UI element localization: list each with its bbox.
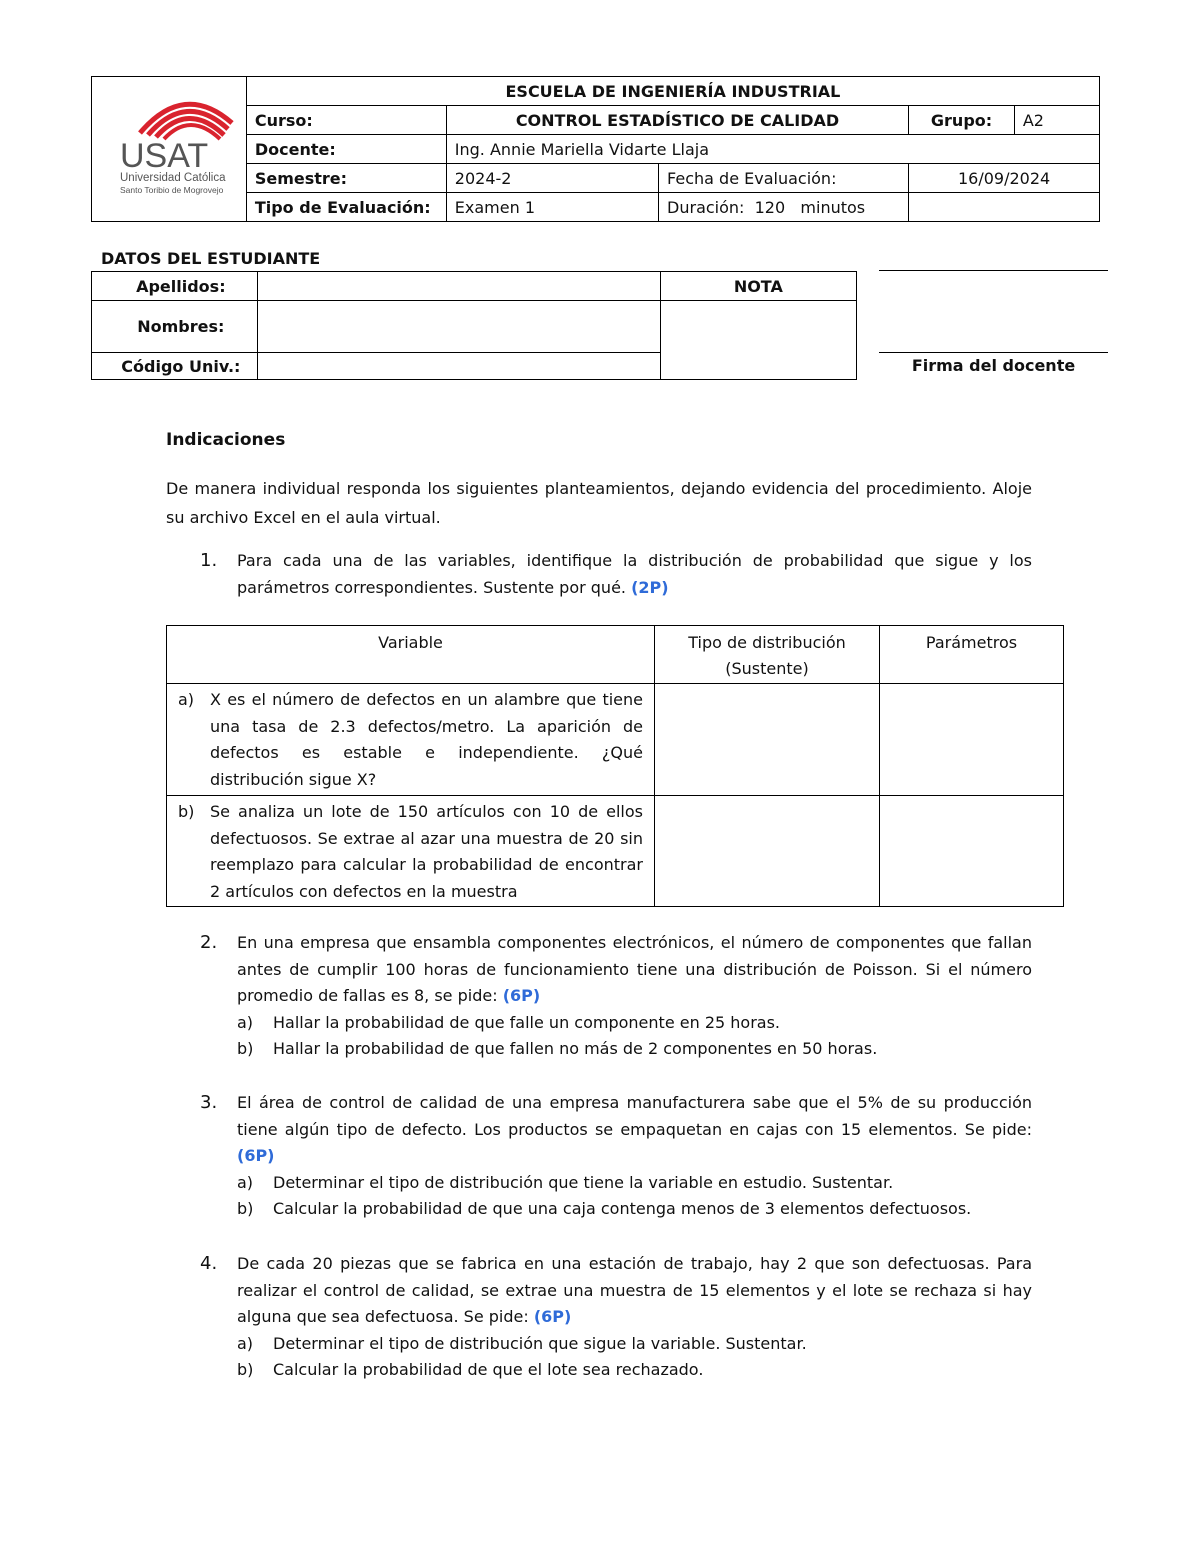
school-title: ESCUELA DE INGENIERÍA INDUSTRIAL <box>246 77 1099 106</box>
question-2-points: (6P) <box>502 986 541 1005</box>
sub-letter: a) <box>237 1172 254 1192</box>
row-text: Se analiza un lote de 150 artículos con 10 de ellos defectuosos. Se extrae al azar una muestra de 20 sin reemplazo para calcular la probabilidad de encontrar 2 artículos con defectos en la muestra <box>210 802 643 901</box>
sub-item <box>237 1196 1032 1223</box>
semestre-label: Semestre: <box>246 164 446 193</box>
nombres-label: Nombres: <box>92 301 258 353</box>
sub-letter: b) <box>237 1199 254 1218</box>
col-parametros: Parámetros <box>880 626 1064 684</box>
docente-value: Ing. Annie Mariella Vidarte Llaja <box>446 135 1099 164</box>
sub-text: Hallar la probabilidad de que falle un componente en 25 horas. <box>273 1012 780 1032</box>
question-1-points: (2P) <box>631 577 669 597</box>
sub-item <box>237 1170 1032 1197</box>
question-3-text: El área de control de calidad de una empresa manufacturera sabe que el 5% de su producción tiene algún tipo de defecto. Los productos se empaquetan en cajas con 15 elementos. Se pide: <box>237 1093 1032 1139</box>
sub-letter: b) <box>237 1039 254 1058</box>
question-2-body <box>237 930 1032 1010</box>
duracion-value: 120 <box>754 197 786 217</box>
sub-letter: a) <box>237 1012 254 1032</box>
row-letter: b) <box>178 802 195 821</box>
docente-label: Docente: <box>246 135 446 164</box>
nombres-field[interactable] <box>257 301 660 353</box>
usat-logo <box>92 77 242 217</box>
apellidos-field[interactable] <box>257 272 660 301</box>
indicaciones-title: Indicaciones <box>166 430 286 450</box>
duracion-cell <box>659 193 909 222</box>
signature-label: Firma del docente <box>911 356 1076 375</box>
empty-cell <box>909 193 1100 222</box>
question-3-number: 3. <box>200 1092 218 1113</box>
sub-text: Determinar el tipo de distribución que sigue la variable. Sustentar. <box>273 1333 807 1353</box>
sub-item <box>237 1010 1032 1037</box>
question-1 <box>166 548 1032 601</box>
logo-line1: Universidad Católica <box>120 172 226 184</box>
apellidos-label: Apellidos: <box>92 272 258 301</box>
indicaciones-text: De manera individual responda los siguientes planteamientos, dejando evidencia del procedimiento. Aloje su archivo Excel en el aula virtual. <box>166 479 1032 527</box>
parametros-answer-cell[interactable] <box>880 684 1064 796</box>
duracion-unit: minutos <box>800 197 866 217</box>
question-4 <box>166 1251 1032 1384</box>
sub-letter: b) <box>237 1360 254 1379</box>
nota-field[interactable] <box>660 301 856 380</box>
row-text: X es el número de defectos en un alambre que tiene una tasa de 2.3 defectos/metro. La aparición de defectos es estable e independiente. ¿Qué distribución sigue X? <box>210 690 643 789</box>
col-tipo: Tipo de distribución (Sustente) <box>655 626 880 684</box>
question-3 <box>166 1090 1032 1223</box>
codigo-field[interactable] <box>257 353 660 380</box>
sub-text: Determinar el tipo de distribución que tiene la variable en estudio. Sustentar. <box>273 1172 894 1192</box>
signature-box-top <box>879 270 1108 271</box>
tipo-label: Tipo de Evaluación: <box>246 193 446 222</box>
sub-text: Hallar la probabilidad de que fallen no más de 2 componentes en 50 horas. <box>273 1039 878 1058</box>
variables-table <box>166 625 1064 907</box>
sub-item <box>237 1036 1032 1063</box>
grupo-value: A2 <box>1014 106 1099 135</box>
col-variable: Variable <box>167 626 655 684</box>
row-letter: a) <box>178 690 195 709</box>
sub-text: Calcular la probabilidad de que el lote sea rechazado. <box>273 1360 704 1379</box>
question-1-number: 1. <box>200 550 218 571</box>
semestre-value: 2024-2 <box>446 164 658 193</box>
duracion-label: Duración: <box>667 197 745 217</box>
student-table <box>91 271 857 380</box>
curso-label: Curso: <box>246 106 446 135</box>
sub-letter: a) <box>237 1333 254 1353</box>
question-4-text: De cada 20 piezas que se fabrica en una estación de trabajo, hay 2 que son defectuosas. Para realizar el control de calidad, se extrae una muestra de 15 elementos y el lote se rechaza si hay alguna que sea defectuosa. Se pide: <box>237 1254 1032 1326</box>
sub-item <box>237 1357 1032 1384</box>
tipo-value: Examen 1 <box>446 193 658 222</box>
tipo-answer-cell[interactable] <box>655 684 880 796</box>
question-2-text: En una empresa que ensambla componentes electrónicos, el número de componentes que fallan antes de cumplir 100 horas de funcionamiento tiene una distribución de Poisson. Si el número promedio de fallas es 8, se pide: <box>237 933 1032 1005</box>
question-4-points: (6P) <box>533 1307 572 1326</box>
header-table <box>91 76 1100 222</box>
sub-text: Calcular la probabilidad de que una caja contenga menos de 3 elementos defectuosos. <box>273 1199 972 1218</box>
question-1-text: Para cada una de las variables, identifique la distribución de probabilidad que sigue y los parámetros correspondientes. Sustente por qué. <box>237 551 1032 597</box>
sub-item <box>237 1331 1032 1358</box>
curso-value: CONTROL ESTADÍSTICO DE CALIDAD <box>446 106 908 135</box>
question-1-body <box>237 548 1032 601</box>
question-4-number: 4. <box>200 1253 218 1274</box>
codigo-label: Código Univ.: <box>92 353 258 380</box>
nota-label: NOTA <box>660 272 856 301</box>
parametros-answer-cell[interactable] <box>880 796 1064 907</box>
tipo-answer-cell[interactable] <box>655 796 880 907</box>
table-row <box>167 684 655 796</box>
question-3-body <box>237 1090 1032 1170</box>
question-2 <box>166 930 1032 1063</box>
signature-line <box>879 352 1108 353</box>
table-row <box>167 796 655 907</box>
grupo-label: Grupo: <box>909 106 1015 135</box>
logo-cell <box>92 77 247 222</box>
question-4-body <box>237 1251 1032 1331</box>
logo-wordmark: USAT <box>120 137 209 175</box>
student-section-title: DATOS DEL ESTUDIANTE <box>101 249 321 268</box>
fecha-label: Fecha de Evaluación: <box>659 164 909 193</box>
question-2-number: 2. <box>200 932 218 953</box>
question-3-points: (6P) <box>237 1146 275 1165</box>
fecha-value: 16/09/2024 <box>909 164 1100 193</box>
logo-line2: Santo Toribio de Mogrovejo <box>120 185 224 195</box>
